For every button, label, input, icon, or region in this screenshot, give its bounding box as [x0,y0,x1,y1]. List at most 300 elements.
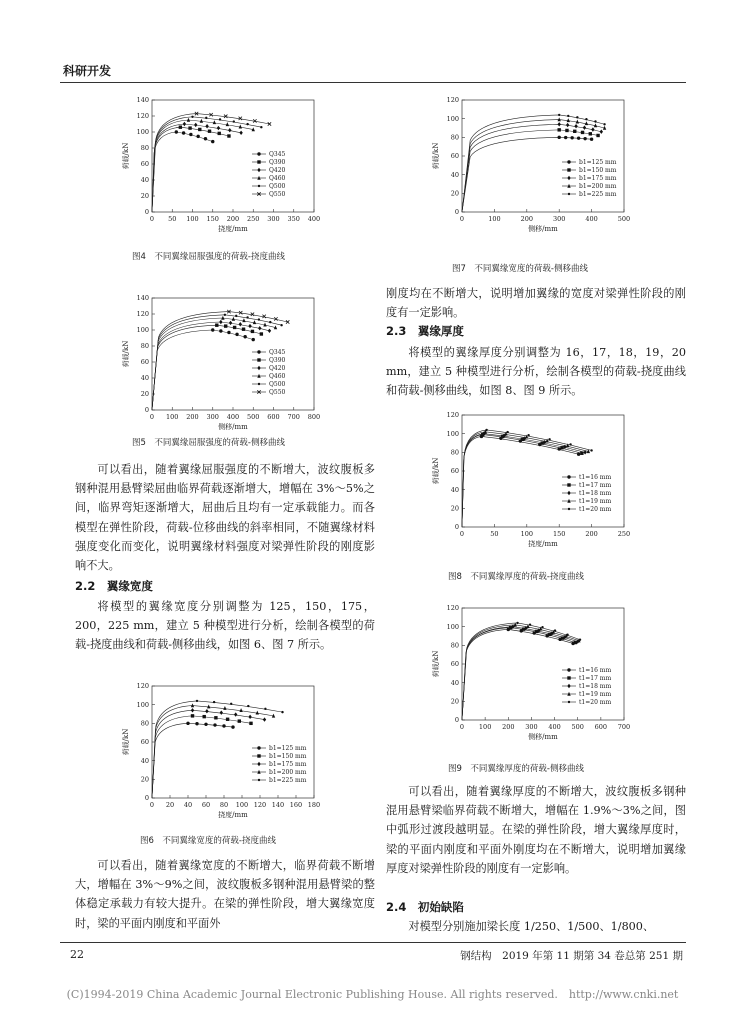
data-point [257,350,260,353]
series-4 [152,316,277,410]
data-point [558,128,561,131]
data-point [224,115,227,118]
data-point [204,723,207,726]
y-tick-label: 20 [450,189,459,198]
series-line [152,132,213,212]
data-point [257,754,260,757]
chart-fig8 [428,407,638,557]
data-point [564,136,567,139]
y-tick-label: 60 [140,358,149,367]
paragraph-text: 可以看出，随着翼缘宽度的不断增大，临界荷载不断增大，增幅在 3%～9%之间，波纹腹板多钢种混用悬臂梁的整体稳定承载力有较大提升。在梁的弹性阶段，增大翼缘宽度时，梁的平面内刚度和平面外 [75,859,375,930]
legend-label: b1=150 mm [269,753,307,761]
data-point [570,136,573,139]
series-1 [152,328,255,410]
y-tick-label: 100 [136,700,149,709]
x-tick-label: 300 [525,723,538,731]
series-line [152,330,253,410]
caption-fig4: 图4 不同翼缘屈服强度的荷载-挠度曲线 [132,252,285,262]
legend-label: b1=125 mm [579,159,617,167]
data-point [260,332,263,335]
data-point [585,118,587,120]
paragraph-text: 可以看出，随着翼缘厚度的不断增大，波纹腹板多钢种混用悬臂梁临界荷载不断增大，增幅在 1.9%～3%之间，图中弧形过渡段越明显。在梁的弹性阶段，增大翼缘厚度时，梁的平面内刚度和平面外刚度均在不断增大，说明增加翼缘厚度对梁弹性阶段的刚度有一定影响。 [386,785,686,875]
legend-label: Q390 [269,357,286,365]
series-line [152,706,274,798]
data-point [257,160,260,163]
data-point [594,120,596,122]
plot-frame [152,100,314,212]
data-point [252,338,255,341]
data-point [238,719,241,722]
x-axis-label: 挠度/mm [528,540,558,548]
legend-label: b1=125 mm [269,745,307,753]
data-point [583,125,586,129]
x-axis-label: 挠度/mm [218,811,248,819]
data-point [233,326,236,329]
data-point [603,123,605,125]
y-tick-label: 0 [144,794,149,803]
x-axis-label: 挠度/mm [218,225,248,233]
x-tick-label: 100 [166,413,179,421]
figure-6 [118,678,328,828]
x-axis-label: 侧移/mm [528,225,558,233]
x-tick-label: 150 [206,215,219,223]
data-point [256,711,259,715]
data-point [567,168,570,171]
data-point [258,326,261,330]
x-tick-label: 700 [287,413,300,421]
y-tick-label: 0 [144,208,149,217]
y-tick-label: 60 [450,152,459,161]
y-tick-label: 40 [140,374,149,383]
right-paragraph-1 [386,284,686,322]
data-point [239,322,242,326]
data-point [191,708,194,712]
data-point [220,710,223,714]
data-point [576,120,579,124]
y-axis-label: 荷载/kN [122,142,130,170]
data-point [219,118,221,120]
y-tick-label: 60 [450,660,459,669]
section-2-2-heading: 2.2 翼缘宽度 [75,579,153,593]
data-point [590,449,592,451]
series-line [462,430,592,527]
data-point [213,120,216,124]
series-5 [462,429,593,527]
data-point [257,358,260,361]
data-point [591,127,594,131]
series-line [152,322,269,410]
y-tick-label: 80 [450,448,459,457]
y-tick-label: 0 [454,523,459,532]
series-line [152,710,265,798]
y-tick-label: 40 [140,756,149,765]
plot-frame [152,298,314,410]
x-axis-label: 侧移/mm [528,733,558,741]
data-point [196,700,198,702]
data-point [567,483,570,486]
x-tick-label: 180 [307,801,321,809]
x-tick-label: 500 [571,723,584,731]
x-tick-label: 400 [226,413,240,421]
series-line [462,436,579,527]
data-point [191,703,194,707]
data-point [258,185,260,187]
data-point [567,491,570,495]
data-point [260,126,262,128]
y-tick-label: 20 [140,390,149,399]
caption-fig8: 图8 不同翼缘厚度的荷载-挠度曲线 [448,572,584,582]
data-point [196,135,199,138]
y-tick-label: 120 [446,96,459,105]
y-axis-label: 荷载/kN [432,142,440,170]
x-tick-label: 300 [206,413,219,421]
data-point [558,122,561,126]
data-point [581,131,584,134]
footer-rule [60,942,686,943]
data-point [205,709,208,713]
left-paragraph-3 [75,856,375,933]
y-tick-label: 40 [450,485,459,494]
data-point [585,121,588,125]
data-point [565,129,568,132]
section-2-3-heading: 2.3 翼缘厚度 [386,324,464,338]
x-tick-label: 100 [488,215,501,223]
y-axis-label: 荷载/kN [432,650,440,678]
data-point [235,333,238,336]
data-point [249,722,252,725]
data-point [198,128,201,131]
data-point [218,132,221,135]
data-point [573,130,576,133]
data-point [242,318,245,322]
data-point [187,118,190,122]
legend-label: b1=200 mm [269,769,307,777]
data-point [219,320,222,324]
data-point [230,703,232,705]
figure-4 [118,92,328,242]
data-point [566,634,568,636]
chart-fig7 [428,92,638,242]
data-point [567,176,570,180]
y-tick-label: 60 [140,738,149,747]
y-tick-label: 120 [136,682,149,691]
journal-info: 钢结构 2019 年第 11 期第 34 卷总第 251 期 [460,950,683,962]
x-tick-label: 150 [552,530,566,538]
legend-label: t1=16 mm [579,667,612,675]
data-point [251,313,254,316]
data-point [257,168,260,172]
data-point [247,705,249,707]
series-line [152,701,283,798]
x-tick-label: 250 [247,215,260,223]
data-point [229,321,232,325]
right-paragraph-4 [386,917,686,936]
series-line [462,130,598,212]
x-tick-label: 600 [267,413,280,421]
data-point [596,134,599,137]
data-point [576,116,578,118]
copyright-watermark: (C)1994-2019 China Academic Journal Electronic Publishing House. All rights reserved. http://www.cnki.net [66,988,679,1001]
data-point [558,114,560,116]
data-point [590,138,593,141]
legend-label: t1=18 mm [579,683,612,691]
x-axis-label: 侧移/mm [218,423,248,431]
legend-label: Q550 [269,191,286,199]
x-tick-label: 200 [226,215,240,223]
data-point [208,130,211,133]
caption-fig6: 图6 不同翼缘宽度的荷载-挠度曲线 [140,836,276,846]
data-point [189,133,192,136]
series-2 [152,126,231,213]
data-point [235,315,237,317]
data-point [567,684,570,688]
y-tick-label: 120 [446,411,459,420]
legend-label: Q420 [269,365,286,373]
y-tick-label: 40 [450,170,459,179]
y-tick-label: 120 [136,112,149,121]
data-point [281,711,283,713]
data-point [257,762,260,766]
data-point [251,330,254,333]
data-point [577,136,580,139]
y-tick-label: 100 [136,128,149,137]
data-point [248,715,251,719]
y-tick-label: 80 [140,144,149,153]
x-tick-label: 700 [617,723,631,731]
data-point [239,125,242,129]
legend-label: Q500 [269,183,286,191]
figure-7 [428,92,638,242]
x-tick-label: 400 [548,723,561,731]
legend-label: Q460 [269,175,286,183]
data-point [257,366,260,370]
data-point [554,629,556,631]
data-point [243,335,246,338]
data-point [239,131,242,135]
data-point [558,136,561,139]
chart-fig6 [118,678,328,828]
data-point [223,706,226,710]
data-point [566,123,569,127]
data-point [548,438,550,440]
x-tick-label: 100 [186,215,199,223]
series-line [152,114,269,212]
legend-label: t1=17 mm [579,675,612,683]
data-point [600,130,603,134]
data-point [232,317,235,321]
x-tick-label: 120 [253,801,267,809]
x-tick-label: 300 [552,215,566,223]
series-line [462,629,573,720]
data-point [234,712,237,716]
series-1 [462,136,593,212]
data-point [239,117,242,120]
y-tick-label: 100 [446,114,459,123]
x-tick-label: 500 [247,413,260,421]
figure-9 [428,600,638,750]
x-tick-label: 800 [307,413,321,421]
data-point [264,708,266,710]
series-1 [152,130,214,212]
y-tick-label: 100 [446,622,459,631]
legend-label: b1=175 mm [269,761,307,769]
legend-label: b1=225 mm [579,191,617,199]
data-point [257,746,260,749]
x-tick-label: 250 [617,530,631,538]
data-point [227,331,230,334]
legend-label: Q550 [269,389,286,397]
legend-label: b1=225 mm [269,777,307,785]
x-tick-label: 200 [186,413,199,421]
x-tick-label: 60 [201,801,211,809]
x-tick-label: 600 [594,723,608,731]
data-point [567,160,570,163]
x-tick-label: 0 [459,215,465,223]
chart-fig9 [428,600,638,750]
series-line [152,127,229,212]
x-tick-label: 0 [459,530,465,538]
data-point [182,131,185,134]
x-tick-label: 20 [165,801,175,809]
x-tick-label: 0 [149,801,155,809]
data-point [213,701,215,703]
legend-label: t1=19 mm [579,691,612,699]
legend-label: Q345 [269,151,286,159]
y-tick-label: 140 [136,96,149,105]
legend-label: Q500 [269,381,286,389]
section-header: 科研开发 [63,64,112,78]
legend-label: t1=19 mm [579,498,612,506]
y-tick-label: 80 [140,719,149,728]
data-point [568,193,570,195]
series-line [462,434,585,527]
legend-label: Q460 [269,373,286,381]
x-tick-label: 0 [149,413,155,421]
data-point [224,314,226,316]
data-point [242,328,245,331]
caption-fig5: 图5 不同翼缘屈服强度的荷载-侧移曲线 [132,438,285,448]
legend-label: Q345 [269,349,286,357]
right-paragraph-3 [386,782,686,878]
y-tick-label: 80 [450,133,459,142]
y-tick-label: 0 [144,406,149,415]
series-2 [152,714,253,798]
series-4 [152,118,255,212]
data-point [263,717,266,721]
data-point [248,324,251,328]
legend-label: b1=200 mm [579,183,617,191]
data-point [257,152,260,155]
data-point [191,116,193,118]
x-tick-label: 500 [617,215,631,223]
x-tick-label: 400 [585,215,598,223]
data-point [222,724,225,727]
data-point [506,431,508,433]
legend-label: t1=20 mm [579,699,612,707]
legend-label: t1=16 mm [579,474,612,482]
data-point [258,779,260,781]
data-point [258,318,260,320]
data-point [191,714,194,717]
data-point [227,134,230,137]
data-point [567,668,570,671]
legend-label: t1=20 mm [579,506,612,514]
x-tick-label: 0 [149,215,155,223]
y-tick-label: 40 [140,176,149,185]
legend-label: Q420 [269,167,286,175]
data-point [579,639,581,641]
y-tick-label: 60 [450,467,459,476]
series-line [462,432,588,527]
series-line [462,435,582,527]
y-tick-label: 80 [450,641,459,650]
data-point [246,316,248,318]
caption-fig7: 图7 不同翼缘宽度的荷载-侧移曲线 [452,264,588,274]
data-point [200,119,203,123]
left-paragraph-2 [75,597,375,655]
data-point [269,321,271,323]
series-line [152,312,288,410]
data-point [215,324,218,327]
data-point [527,434,529,436]
data-point [226,122,229,126]
series-1 [462,628,575,720]
legend-label: Q390 [269,159,286,167]
data-point [179,126,182,129]
y-tick-label: 60 [140,160,149,169]
data-point [268,329,271,333]
data-point [567,118,570,122]
x-tick-label: 50 [168,215,177,223]
paragraph-text: 将模型的翼缘厚度分别调整为 16，17，18，19，20 mm，建立 5 种模型进行分析，绘制各模型的荷载-挠度曲线和荷载-侧移曲线，如图 8、图 9 所示。 [386,346,686,398]
x-tick-label: 140 [271,801,285,809]
data-point [574,124,577,128]
data-point [485,429,487,431]
legend-label: b1=150 mm [579,167,617,175]
x-tick-label: 200 [502,723,515,731]
series-line [462,628,575,720]
data-point [529,623,531,625]
paragraph-text: 对模型分别施加梁长度 1/250、1/500、1/800、 [408,920,655,933]
data-point [207,704,210,708]
caption-fig9: 图9 不同翼缘厚度的荷载-侧移曲线 [448,764,584,774]
x-tick-label: 100 [520,530,534,538]
series-3 [152,708,266,798]
series-line [152,723,233,798]
y-tick-label: 0 [454,716,459,725]
data-point [545,439,548,443]
x-tick-label: 100 [235,801,249,809]
data-point [239,708,242,712]
data-point [214,716,217,719]
legend-label: t1=17 mm [579,482,612,490]
y-tick-label: 20 [140,775,149,784]
series-line [462,137,592,212]
x-tick-label: 50 [490,530,499,538]
series-3 [152,320,271,410]
y-tick-label: 20 [140,192,149,201]
data-point [567,115,569,117]
y-tick-label: 20 [450,697,459,706]
data-point [211,140,214,143]
data-point [258,383,260,385]
y-tick-label: 0 [454,208,459,217]
figure-5 [118,290,328,440]
right-paragraph-2 [386,343,686,401]
data-point [186,722,189,725]
data-point [213,723,216,726]
data-point [204,137,207,140]
